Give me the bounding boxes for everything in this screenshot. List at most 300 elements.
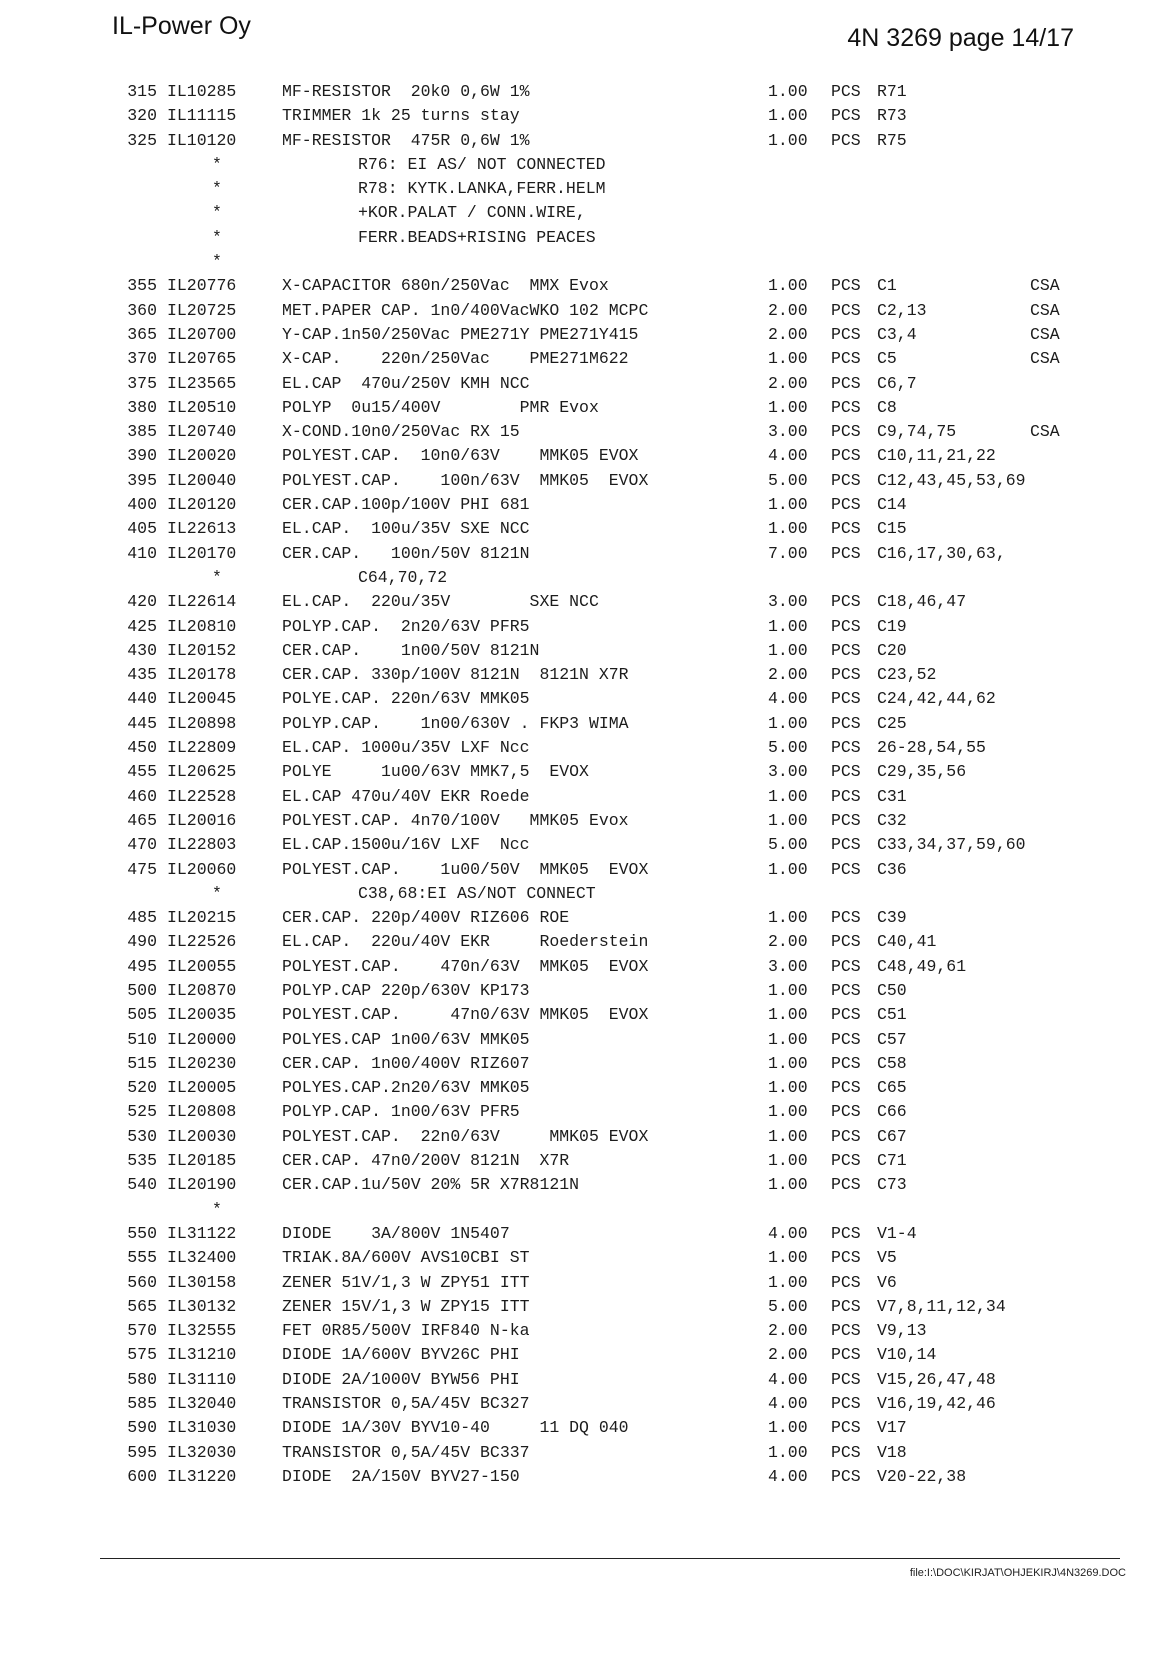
position-number: 570 (127, 1321, 157, 1341)
reference-designators: V18 (877, 1442, 907, 1462)
position-number: 450 (127, 738, 157, 758)
item-description: POLYEST.CAP. 100n/63V MMK05 EVOX (282, 470, 649, 490)
position-number: 425 (127, 616, 157, 636)
item-code: IL32400 (167, 1248, 237, 1268)
item-code: IL20700 (167, 324, 237, 344)
position-number: 420 (127, 592, 157, 612)
position-number: 365 (127, 324, 157, 344)
parts-row (0, 1175, 1166, 1199)
unit: PCS (831, 1223, 861, 1243)
quantity: 3.00 (768, 422, 808, 442)
reference-designators: C32 (877, 810, 907, 830)
parts-row (0, 446, 1166, 470)
item-description: EL.CAP. 1000u/35V LXF Ncc (282, 738, 530, 758)
reference-designators: C5 (877, 349, 897, 369)
quantity: 3.00 (768, 762, 808, 782)
position-number: 575 (127, 1345, 157, 1365)
parts-row (0, 398, 1166, 422)
unit: PCS (831, 762, 861, 782)
parts-row (0, 641, 1166, 665)
approval-note: CSA (1030, 422, 1060, 442)
parts-row (0, 82, 1166, 106)
unit: PCS (831, 495, 861, 515)
item-code: IL20045 (167, 689, 237, 709)
quantity: 1.00 (768, 1126, 808, 1146)
reference-designators: C39 (877, 908, 907, 928)
quantity: 4.00 (768, 1466, 808, 1486)
quantity: 5.00 (768, 835, 808, 855)
position-number: 390 (127, 446, 157, 466)
item-code: IL20725 (167, 300, 237, 320)
reference-designators: C66 (877, 1102, 907, 1122)
quantity: 1.00 (768, 640, 808, 660)
quantity: 1.00 (768, 1442, 808, 1462)
item-description: DIODE 3A/800V 1N5407 (282, 1223, 510, 1243)
parts-row (0, 957, 1166, 981)
quantity: 1.00 (768, 519, 808, 539)
item-description: POLYP 0u15/400V PMR Evox (282, 397, 599, 417)
quantity: 1.00 (768, 616, 808, 636)
reference-designators: V9,13 (877, 1321, 927, 1341)
parts-row (0, 1345, 1166, 1369)
parts-row (0, 301, 1166, 325)
position-number: 460 (127, 786, 157, 806)
quantity: 2.00 (768, 1345, 808, 1365)
item-description: CER.CAP. 1n00/400V RIZ607 (282, 1053, 530, 1073)
footer-divider (100, 1558, 1120, 1559)
position-number: 505 (127, 1005, 157, 1025)
unit: PCS (831, 130, 861, 150)
unit: PCS (831, 1321, 861, 1341)
unit: PCS (831, 859, 861, 879)
reference-designators: C73 (877, 1175, 907, 1195)
parts-row (0, 738, 1166, 762)
parts-row (0, 1443, 1166, 1467)
reference-designators: C50 (877, 980, 907, 1000)
position-number: 445 (127, 713, 157, 733)
quantity: 4.00 (768, 1394, 808, 1414)
reference-designators: C1 (877, 276, 897, 296)
unit: PCS (831, 592, 861, 612)
reference-designators: C33,34,37,59,60 (877, 835, 1026, 855)
item-description: POLYES.CAP 1n00/63V MMK05 (282, 1029, 530, 1049)
position-number: 540 (127, 1175, 157, 1195)
quantity: 1.00 (768, 82, 808, 101)
position-number: 525 (127, 1102, 157, 1122)
position-number: 430 (127, 640, 157, 660)
quantity: 2.00 (768, 932, 808, 952)
item-code: IL22614 (167, 592, 237, 612)
parts-row (0, 860, 1166, 884)
position-number: 385 (127, 422, 157, 442)
quantity: 7.00 (768, 543, 808, 563)
quantity: 1.00 (768, 1151, 808, 1171)
reference-designators: V6 (877, 1272, 897, 1292)
position-number: 565 (127, 1296, 157, 1316)
quantity: 1.00 (768, 713, 808, 733)
quantity: 5.00 (768, 470, 808, 490)
item-description: POLYP.CAP. 2n20/63V PFR5 (282, 616, 530, 636)
parts-row (0, 835, 1166, 859)
position-number: 495 (127, 956, 157, 976)
item-code: IL22809 (167, 738, 237, 758)
reference-designators: C18,46,47 (877, 592, 967, 612)
continuation-row (0, 1200, 1166, 1224)
quantity: 1.00 (768, 276, 808, 296)
item-code: IL20898 (167, 713, 237, 733)
quantity: 1.00 (768, 397, 808, 417)
item-description: POLYE 1u00/63V MMK7,5 EVOX (282, 762, 589, 782)
unit: PCS (831, 1175, 861, 1195)
parts-list (0, 82, 1166, 1491)
reference-designators: C24,42,44,62 (877, 689, 996, 709)
item-description: EL.CAP. 220u/40V EKR Roederstein (282, 932, 649, 952)
item-code: IL22613 (167, 519, 237, 539)
document-page-number: 4N 3269 page 14/17 (847, 24, 1074, 52)
unit: PCS (831, 738, 861, 758)
item-description: CER.CAP.100p/100V PHI 681 (282, 495, 530, 515)
position-number: 455 (127, 762, 157, 782)
reference-designators: C3,4 (877, 324, 917, 344)
quantity: 1.00 (768, 106, 808, 126)
item-code: IL31110 (167, 1369, 237, 1389)
item-code: IL20190 (167, 1175, 237, 1195)
unit: PCS (831, 1345, 861, 1365)
quantity: 4.00 (768, 1223, 808, 1243)
continuation-marker: * (212, 227, 222, 247)
approval-note: CSA (1030, 300, 1060, 320)
position-number: 315 (127, 82, 157, 101)
approval-note: CSA (1030, 276, 1060, 296)
quantity: 4.00 (768, 1369, 808, 1389)
position-number: 550 (127, 1223, 157, 1243)
unit: PCS (831, 82, 861, 101)
parts-row (0, 762, 1166, 786)
item-description: EL.CAP. 100u/35V SXE NCC (282, 519, 530, 539)
parts-row (0, 106, 1166, 130)
unit: PCS (831, 956, 861, 976)
unit: PCS (831, 908, 861, 928)
reference-designators: C40,41 (877, 932, 937, 952)
item-code: IL22528 (167, 786, 237, 806)
item-description: MF-RESISTOR 475R 0,6W 1% (282, 130, 530, 150)
reference-designators: C51 (877, 1005, 907, 1025)
position-number: 465 (127, 810, 157, 830)
unit: PCS (831, 1078, 861, 1098)
reference-designators: C6,7 (877, 373, 917, 393)
item-code: IL32040 (167, 1394, 237, 1414)
item-description: Y-CAP.1n50/250Vac PME271Y PME271Y415 (282, 324, 639, 344)
company-name: IL-Power Oy (112, 12, 251, 40)
parts-row (0, 1297, 1166, 1321)
item-description: POLYP.CAP. 1n00/63V PFR5 (282, 1102, 520, 1122)
unit: PCS (831, 1151, 861, 1171)
reference-designators: C15 (877, 519, 907, 539)
parts-row (0, 932, 1166, 956)
continuation-row (0, 179, 1166, 203)
position-number: 395 (127, 470, 157, 490)
continuation-marker: * (212, 203, 222, 223)
item-description: DIODE 2A/150V BYV27-150 (282, 1466, 520, 1486)
item-description: POLYEST.CAP. 22n0/63V MMK05 EVOX (282, 1126, 649, 1146)
reference-designators: C31 (877, 786, 907, 806)
parts-row (0, 1078, 1166, 1102)
reference-designators: R71 (877, 82, 907, 101)
parts-row (0, 495, 1166, 519)
position-number: 515 (127, 1053, 157, 1073)
position-number: 500 (127, 980, 157, 1000)
item-code: IL23565 (167, 373, 237, 393)
item-description: EL.CAP.1500u/16V LXF Ncc (282, 835, 530, 855)
position-number: 490 (127, 932, 157, 952)
parts-row (0, 374, 1166, 398)
unit: PCS (831, 1418, 861, 1438)
position-number: 320 (127, 106, 157, 126)
item-description: POLYP.CAP. 1n00/630V . FKP3 WIMA (282, 713, 629, 733)
unit: PCS (831, 349, 861, 369)
item-description: FET 0R85/500V IRF840 N-ka (282, 1321, 530, 1341)
unit: PCS (831, 373, 861, 393)
continuation-marker: * (212, 567, 222, 587)
quantity: 2.00 (768, 1321, 808, 1341)
parts-row (0, 689, 1166, 713)
reference-designators: V10,14 (877, 1345, 937, 1365)
unit: PCS (831, 1029, 861, 1049)
reference-designators: C9,74,75 (877, 422, 957, 442)
position-number: 355 (127, 276, 157, 296)
quantity: 1.00 (768, 1078, 808, 1098)
position-number: 530 (127, 1126, 157, 1146)
approval-note: CSA (1030, 349, 1060, 369)
parts-row (0, 1273, 1166, 1297)
continuation-row (0, 884, 1166, 908)
item-description: EL.CAP 470u/250V KMH NCC (282, 373, 530, 393)
continuation-row (0, 252, 1166, 276)
item-description: CER.CAP. 330p/100V 8121N 8121N X7R (282, 665, 629, 685)
unit: PCS (831, 1102, 861, 1122)
continuation-text: +KOR.PALAT / CONN.WIRE, (358, 203, 586, 223)
quantity: 5.00 (768, 1296, 808, 1316)
item-description: EL.CAP 470u/40V EKR Roede (282, 786, 530, 806)
item-code: IL20120 (167, 495, 237, 515)
item-code: IL20740 (167, 422, 237, 442)
parts-row (0, 276, 1166, 300)
parts-row (0, 1151, 1166, 1175)
position-number: 520 (127, 1078, 157, 1098)
unit: PCS (831, 422, 861, 442)
position-number: 410 (127, 543, 157, 563)
unit: PCS (831, 543, 861, 563)
item-code: IL31030 (167, 1418, 237, 1438)
unit: PCS (831, 786, 861, 806)
parts-row (0, 1054, 1166, 1078)
item-description: TRIAK.8A/600V AVS10CBI ST (282, 1248, 530, 1268)
reference-designators: V1-4 (877, 1223, 917, 1243)
item-code: IL32555 (167, 1321, 237, 1341)
reference-designators: C36 (877, 859, 907, 879)
reference-designators: R75 (877, 130, 907, 150)
position-number: 590 (127, 1418, 157, 1438)
item-code: IL20170 (167, 543, 237, 563)
reference-designators: V7,8,11,12,34 (877, 1296, 1006, 1316)
position-number: 585 (127, 1394, 157, 1414)
parts-row (0, 1127, 1166, 1151)
unit: PCS (831, 1466, 861, 1486)
continuation-text: R76: EI AS/ NOT CONNECTED (358, 154, 606, 174)
reference-designators: C20 (877, 640, 907, 660)
item-description: X-CAP. 220n/250Vac PME271M622 (282, 349, 629, 369)
reference-designators: C48,49,61 (877, 956, 967, 976)
unit: PCS (831, 1394, 861, 1414)
parts-row (0, 131, 1166, 155)
parts-row (0, 908, 1166, 932)
parts-row (0, 1321, 1166, 1345)
unit: PCS (831, 106, 861, 126)
parts-row (0, 1005, 1166, 1029)
position-number: 535 (127, 1151, 157, 1171)
reference-designators: C19 (877, 616, 907, 636)
quantity: 1.00 (768, 1053, 808, 1073)
reference-designators: 26-28,54,55 (877, 738, 986, 758)
quantity: 3.00 (768, 592, 808, 612)
reference-designators: R73 (877, 106, 907, 126)
quantity: 1.00 (768, 908, 808, 928)
item-description: TRANSISTOR 0,5A/45V BC327 (282, 1394, 530, 1414)
item-code: IL20000 (167, 1029, 237, 1049)
continuation-row (0, 568, 1166, 592)
continuation-marker: * (212, 1199, 222, 1219)
item-description: MF-RESISTOR 20k0 0,6W 1% (282, 82, 530, 101)
item-code: IL10285 (167, 82, 237, 101)
item-code: IL32030 (167, 1442, 237, 1462)
unit: PCS (831, 300, 861, 320)
quantity: 1.00 (768, 130, 808, 150)
item-code: IL30132 (167, 1296, 237, 1316)
unit: PCS (831, 1369, 861, 1389)
parts-row (0, 1418, 1166, 1442)
reference-designators: C14 (877, 495, 907, 515)
unit: PCS (831, 665, 861, 685)
parts-row (0, 665, 1166, 689)
quantity: 1.00 (768, 1029, 808, 1049)
quantity: 5.00 (768, 738, 808, 758)
quantity: 2.00 (768, 324, 808, 344)
item-code: IL20016 (167, 810, 237, 830)
item-description: CER.CAP. 100n/50V 8121N (282, 543, 530, 563)
parts-row (0, 349, 1166, 373)
reference-designators: C16,17,30,63, (877, 543, 1006, 563)
parts-row (0, 714, 1166, 738)
continuation-text: FERR.BEADS+RISING PEACES (358, 227, 596, 247)
item-description: POLYEST.CAP. 47n0/63V MMK05 EVOX (282, 1005, 649, 1025)
item-code: IL20185 (167, 1151, 237, 1171)
item-description: CER.CAP. 220p/400V RIZ606 ROE (282, 908, 570, 928)
unit: PCS (831, 1126, 861, 1146)
item-code: IL20152 (167, 640, 237, 660)
position-number: 435 (127, 665, 157, 685)
item-description: DIODE 1A/30V BYV10-40 11 DQ 040 (282, 1418, 629, 1438)
parts-row (0, 544, 1166, 568)
item-description: ZENER 51V/1,3 W ZPY51 ITT (282, 1272, 530, 1292)
footer-file-path: file:I:\DOC\KIRJAT\OHJEKIRJ\4N3269.DOC (909, 1567, 1126, 1579)
unit: PCS (831, 324, 861, 344)
item-description: CER.CAP. 1n00/50V 8121N (282, 640, 540, 660)
item-description: TRIMMER 1k 25 turns stay (282, 106, 520, 126)
unit: PCS (831, 446, 861, 466)
continuation-marker: * (212, 154, 222, 174)
item-description: POLYE.CAP. 220n/63V MMK05 (282, 689, 530, 709)
reference-designators: C57 (877, 1029, 907, 1049)
unit: PCS (831, 640, 861, 660)
continuation-text: C38,68:EI AS/NOT CONNECT (358, 883, 596, 903)
position-number: 470 (127, 835, 157, 855)
parts-row (0, 592, 1166, 616)
item-description: ZENER 15V/1,3 W ZPY15 ITT (282, 1296, 530, 1316)
position-number: 400 (127, 495, 157, 515)
item-code: IL20030 (167, 1126, 237, 1146)
position-number: 380 (127, 397, 157, 417)
continuation-text: C64,70,72 (358, 567, 448, 587)
unit: PCS (831, 470, 861, 490)
unit: PCS (831, 1053, 861, 1073)
item-code: IL20020 (167, 446, 237, 466)
parts-row (0, 787, 1166, 811)
unit: PCS (831, 980, 861, 1000)
quantity: 2.00 (768, 665, 808, 685)
parts-row (0, 1030, 1166, 1054)
parts-row (0, 811, 1166, 835)
unit: PCS (831, 835, 861, 855)
reference-designators: V16,19,42,46 (877, 1394, 996, 1414)
quantity: 2.00 (768, 300, 808, 320)
parts-row (0, 325, 1166, 349)
item-description: POLYES.CAP.2n20/63V MMK05 (282, 1078, 530, 1098)
reference-designators: C10,11,21,22 (877, 446, 996, 466)
quantity: 1.00 (768, 786, 808, 806)
reference-designators: C23,52 (877, 665, 937, 685)
position-number: 370 (127, 349, 157, 369)
quantity: 1.00 (768, 495, 808, 515)
item-description: DIODE 2A/1000V BYW56 PHI (282, 1369, 520, 1389)
parts-row (0, 617, 1166, 641)
position-number: 555 (127, 1248, 157, 1268)
quantity: 1.00 (768, 859, 808, 879)
item-code: IL20060 (167, 859, 237, 879)
unit: PCS (831, 1272, 861, 1292)
position-number: 375 (127, 373, 157, 393)
item-code: IL30158 (167, 1272, 237, 1292)
item-description: X-COND.10n0/250Vac RX 15 (282, 422, 520, 442)
quantity: 1.00 (768, 810, 808, 830)
quantity: 4.00 (768, 446, 808, 466)
continuation-row (0, 203, 1166, 227)
item-description: POLYEST.CAP. 4n70/100V MMK05 Evox (282, 810, 629, 830)
reference-designators: V17 (877, 1418, 907, 1438)
item-code: IL10120 (167, 130, 237, 150)
reference-designators: C58 (877, 1053, 907, 1073)
item-code: IL20510 (167, 397, 237, 417)
position-number: 475 (127, 859, 157, 879)
item-description: CER.CAP. 47n0/200V 8121N X7R (282, 1151, 570, 1171)
parts-row (0, 981, 1166, 1005)
position-number: 440 (127, 689, 157, 709)
item-code: IL20625 (167, 762, 237, 782)
position-number: 405 (127, 519, 157, 539)
position-number: 485 (127, 908, 157, 928)
item-description: POLYEST.CAP. 470n/63V MMK05 EVOX (282, 956, 649, 976)
parts-row (0, 1467, 1166, 1491)
quantity: 3.00 (768, 956, 808, 976)
